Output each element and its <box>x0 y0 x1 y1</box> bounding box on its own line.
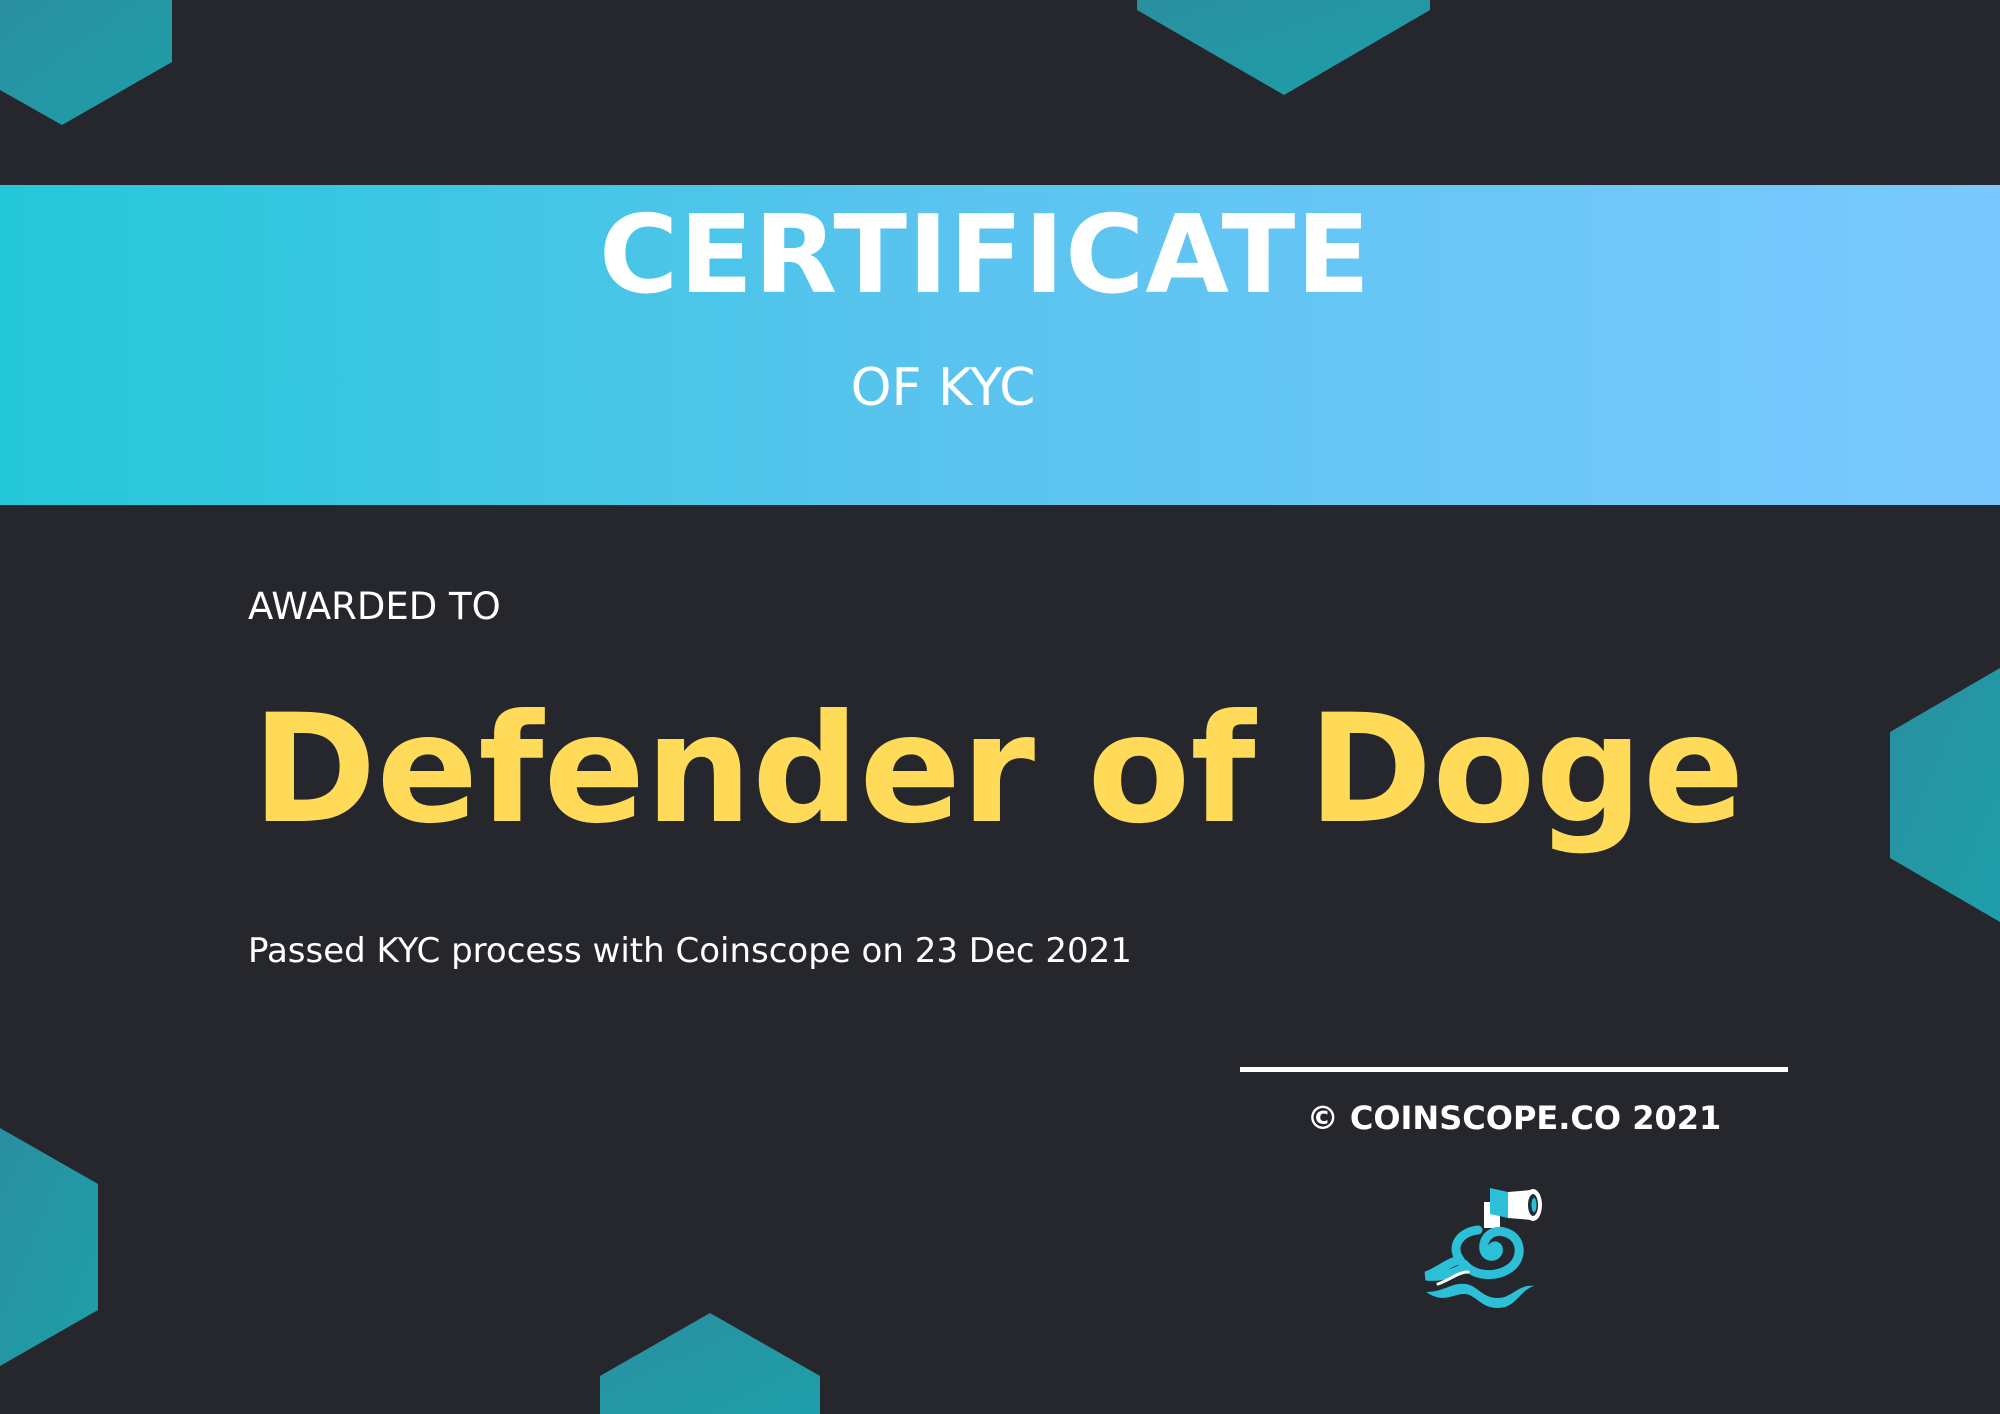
hexagon-top-center <box>1137 0 1430 95</box>
coinscope-logo-icon <box>1420 1180 1570 1320</box>
awarded-to-label: AWARDED TO <box>248 585 501 628</box>
hexagon-right <box>1890 668 2000 922</box>
signature-line <box>1240 1067 1788 1072</box>
certificate-subtitle: OF KYC <box>850 358 1036 418</box>
certificate-title: CERTIFICATE <box>598 193 1372 318</box>
copyright-text: © COINSCOPE.CO 2021 <box>1306 1099 1722 1137</box>
hexagon-bottom-center <box>600 1313 820 1414</box>
hexagon-top-left <box>0 0 172 125</box>
kyc-statement: Passed KYC process with Coinscope on 23 Dec 2021 <box>248 931 1132 971</box>
hexagon-bottom-left <box>0 1128 98 1366</box>
recipient-name: Defender of Doge <box>252 683 1745 857</box>
